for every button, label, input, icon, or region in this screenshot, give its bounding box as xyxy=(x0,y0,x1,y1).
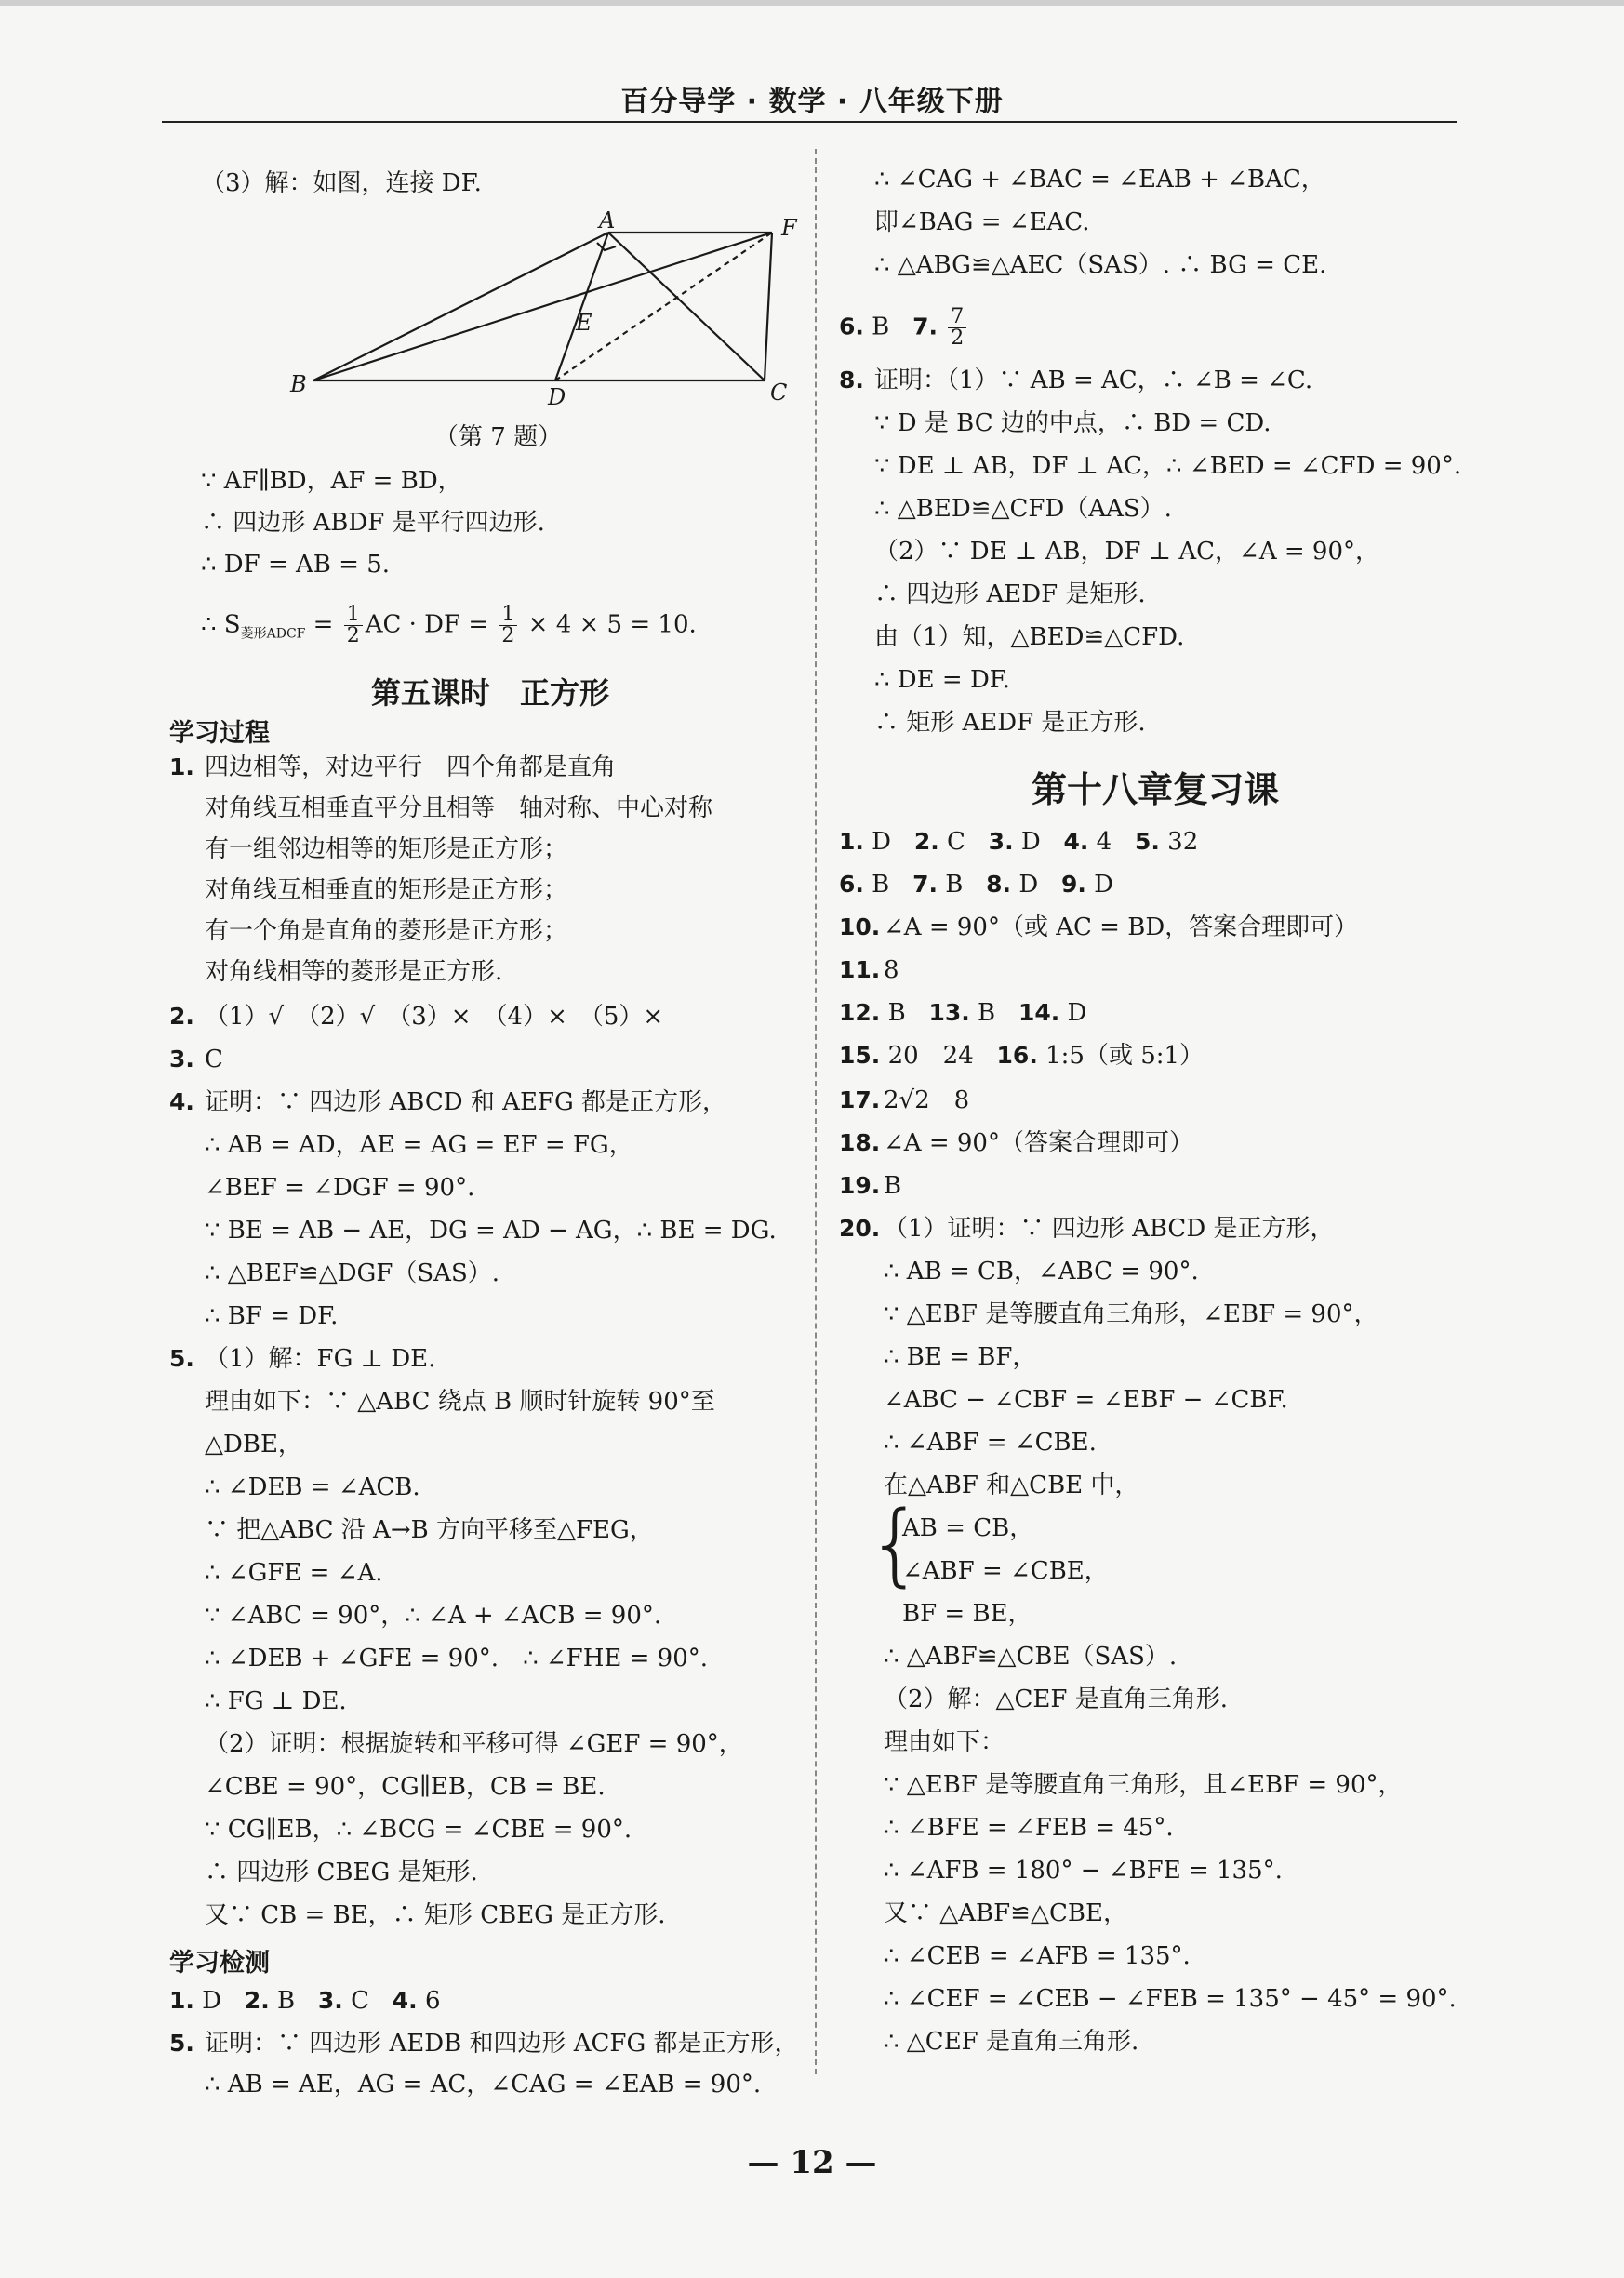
answer: B xyxy=(277,1987,296,2015)
line: ∴ AB = AD，AE = AG = EF = FG， xyxy=(205,1131,633,1159)
item-number: 17. xyxy=(839,1086,881,1113)
answer: C xyxy=(938,828,989,856)
line: 又∵ △ABF≌△CBE， xyxy=(884,1899,1127,1927)
item-number: 20. xyxy=(839,1215,881,1242)
answer: D xyxy=(863,828,914,856)
line: ∴ ∠CEF = ∠CEB − ∠FEB = 135° − 45° = 90°. xyxy=(884,1985,1457,2013)
line: 在△ABF 和△CBE 中， xyxy=(884,1472,1139,1499)
line: ∴ DE = DF. xyxy=(874,666,1011,694)
area-formula xyxy=(201,605,697,650)
answer: B xyxy=(887,999,906,1027)
line: ∴ △ABG≌△AEC（SAS）. ∴ BG = CE. xyxy=(874,251,1327,279)
item-number: 8. xyxy=(839,366,864,393)
item-number: 7. xyxy=(912,871,938,898)
item-number: 3. xyxy=(169,1046,194,1072)
line: 证明：∵ 四边形 ABCD 和 AEFG 都是正方形， xyxy=(205,1088,726,1116)
section-heading: 学习检测 xyxy=(169,1949,270,1978)
line: ∴ ∠GFE = ∠A. xyxy=(205,1559,383,1587)
system-brace: { xyxy=(867,1492,925,1596)
item-number: 16. xyxy=(996,1042,1038,1069)
answer: B xyxy=(872,313,890,341)
top-border xyxy=(0,0,1624,6)
label-d: D xyxy=(548,384,566,410)
line: 四边相等，对边平行 四个角都是直角 xyxy=(205,753,617,781)
chapter-title: 第十八章复习课 xyxy=(1031,768,1279,810)
answer: 4 xyxy=(1088,828,1135,856)
item-number: 14. xyxy=(1018,999,1060,1026)
item-number: 3. xyxy=(988,828,1014,855)
item-number: 1. xyxy=(169,753,194,780)
line: ∴ ∠BFE = ∠FEB = 45°. xyxy=(884,1814,1174,1842)
item-number: 2. xyxy=(244,1987,270,2014)
line: ∴ 矩形 AEDF 是正方形. xyxy=(874,709,1146,737)
item-number: 2. xyxy=(169,1003,194,1030)
line: 对角线互相垂直的矩形是正方形； xyxy=(205,876,568,904)
line: ∵ 把△ABC 沿 A→B 方向平移至△FEG， xyxy=(205,1516,654,1544)
figure-line-ac xyxy=(608,233,765,380)
figure-line-bf xyxy=(313,233,772,380)
answer: D xyxy=(1011,871,1061,899)
line: ∠A = 90°（或 AC = BD，答案合理即可） xyxy=(884,913,1359,941)
line: ∴ ∠CEB = ∠AFB = 135°. xyxy=(884,1942,1191,1970)
item-number: 5. xyxy=(169,2030,194,2057)
line: ∵ ∠ABC = 90°，∴ ∠A + ∠ACB = 90°. xyxy=(205,1602,662,1630)
numerator: 1 xyxy=(344,605,363,626)
numerator: 1 xyxy=(499,605,517,626)
line: △DBE， xyxy=(205,1431,302,1459)
text: = xyxy=(305,610,341,639)
item-number: 18. xyxy=(839,1129,881,1156)
line: 有一个角是直角的菱形是正方形； xyxy=(205,917,568,945)
line: （1）解：FG ⊥ DE. xyxy=(205,1345,436,1373)
item-number: 11. xyxy=(839,956,881,983)
line: ∴ ∠DEB + ∠GFE = 90°. ∴ ∠FHE = 90°. xyxy=(205,1645,709,1672)
line: 8 xyxy=(884,956,899,984)
item-number: 8. xyxy=(986,871,1012,898)
line: ∠ABC − ∠CBF = ∠EBF − ∠CBF. xyxy=(884,1386,1288,1414)
item-number: 4. xyxy=(169,1088,194,1115)
line: 又∵ CB = BE，∴ 矩形 CBEG 是正方形. xyxy=(205,1901,666,1929)
section-heading: 学习过程 xyxy=(169,719,270,748)
label-f: F xyxy=(781,215,797,241)
item-number: 2. xyxy=(913,828,939,855)
answer: 6 xyxy=(424,1987,441,2015)
equation: ∠ABF = ∠CBE， xyxy=(902,1557,1109,1585)
item-number: 5. xyxy=(169,1345,194,1372)
line: 理由如下： xyxy=(884,1728,1005,1756)
item-number: 3. xyxy=(317,1987,343,2014)
line: （1）证明：∵ 四边形 ABCD 是正方形， xyxy=(884,1215,1335,1243)
line: ∴ FG ⊥ DE. xyxy=(205,1687,347,1715)
item-number: 7. xyxy=(912,313,938,340)
figure-line-df-dashed xyxy=(555,233,772,380)
line: 由（1）知，△BED≌△CFD. xyxy=(874,623,1185,651)
fraction xyxy=(344,605,363,646)
line: ∵ △EBF 是等腰直角三角形，且∠EBF = 90°， xyxy=(884,1771,1403,1799)
line: ∴ △ABF≌△CBE（SAS）. xyxy=(884,1643,1178,1671)
line: ∴ ∠ABF = ∠CBE. xyxy=(884,1429,1097,1457)
line: ∵ BE = AB − AE，DG = AD − AG，∴ BE = DG. xyxy=(205,1217,777,1245)
text: AC · DF = xyxy=(365,610,497,639)
figure-line-fc xyxy=(765,233,772,380)
line: ∴ △CEF 是直角三角形. xyxy=(884,2028,1139,2056)
q7-part3: （3）解：如图，连接 DF. xyxy=(201,169,482,197)
column-divider xyxy=(815,149,817,2074)
item-number: 10. xyxy=(839,913,881,940)
line: ∵ DE ⊥ AB，DF ⊥ AC，∴ ∠BED = ∠CFD = 90°. xyxy=(874,452,1462,480)
answer-row xyxy=(169,1985,441,2017)
line: （2）证明：根据旋转和平移可得 ∠GEF = 90°， xyxy=(205,1730,743,1758)
line: 证明：∵ 四边形 AEDB 和四边形 ACFG 都是正方形， xyxy=(205,2030,799,2058)
label-a: A xyxy=(599,209,616,233)
line: ∴ △BED≌△CFD（AAS）. xyxy=(874,495,1172,523)
line: ∴ BF = DF. xyxy=(205,1302,339,1330)
line: ∠BEF = ∠DGF = 90°. xyxy=(205,1174,475,1202)
answer-row xyxy=(839,997,1086,1029)
equation: AB = CB， xyxy=(902,1514,1034,1542)
line: 即∠BAG = ∠EAC. xyxy=(874,208,1090,236)
item-number: 12. xyxy=(839,999,881,1026)
answer: 32 xyxy=(1159,828,1199,856)
answer: B xyxy=(863,871,913,899)
numerator: 7 xyxy=(948,307,966,328)
answer: 20 24 xyxy=(887,1042,974,1070)
answer-row xyxy=(839,307,969,349)
answer: C xyxy=(351,1987,369,2015)
subscript: 菱形ADCF xyxy=(240,626,306,642)
line: ∴ △BEF≌△DGF（SAS）. xyxy=(205,1259,500,1287)
answer: D xyxy=(1085,871,1113,899)
header-title: 百分导学 · 数学 · 八年级下册 xyxy=(620,86,1004,118)
item-number: 15. xyxy=(839,1042,881,1069)
line: 对角线互相垂直平分且相等 轴对称、中心对称 xyxy=(205,794,713,822)
line: ∴ ∠CAG + ∠BAC = ∠EAB + ∠BAC， xyxy=(874,166,1325,193)
answer: D xyxy=(1013,828,1064,856)
item-number: 13. xyxy=(928,999,970,1026)
line: 有一组邻边相等的矩形是正方形； xyxy=(205,835,568,863)
line: ∵ △EBF 是等腰直角三角形，∠EBF = 90°， xyxy=(884,1300,1378,1328)
item-number: 5. xyxy=(1135,828,1160,855)
item-number: 1. xyxy=(169,1987,194,2014)
line: ∠A = 90°（答案合理即可） xyxy=(884,1129,1193,1157)
line: （2）∵ DE ⊥ AB，DF ⊥ AC，∠A = 90°， xyxy=(874,538,1379,566)
line: ∴ ∠AFB = 180° − ∠BFE = 135°. xyxy=(884,1857,1283,1885)
line: B xyxy=(884,1172,902,1200)
equation: BF = BE， xyxy=(902,1600,1032,1628)
item-number: 1. xyxy=(839,828,864,855)
line: 证明：（1）∵ AB = AC，∴ ∠B = ∠C. xyxy=(874,366,1313,394)
line: ∵ D 是 BC 边的中点，∴ BD = CD. xyxy=(874,409,1271,437)
text: ∴ S xyxy=(201,610,241,639)
label-b: B xyxy=(290,371,307,397)
answer-row xyxy=(839,1040,1204,1072)
line: C xyxy=(205,1046,223,1073)
line: 2√2 8 xyxy=(884,1086,970,1114)
fraction xyxy=(499,605,517,646)
denominator: 2 xyxy=(346,624,360,647)
answer-row xyxy=(839,869,1113,900)
denominator: 2 xyxy=(951,326,965,350)
answer-row xyxy=(839,826,1198,858)
line: （1）√ （2）√ （3）× （4）× （5）× xyxy=(205,1003,664,1031)
line: 理由如下：∵ △ABC 绕点 B 顺时针旋转 90°至 xyxy=(205,1388,715,1416)
line: （2）解：△CEF 是直角三角形. xyxy=(884,1685,1228,1713)
right-angle-mark xyxy=(597,243,616,250)
answer: 1:5（或 5:1） xyxy=(1045,1042,1205,1070)
line: ∴ 四边形 ABDF 是平行四边形. xyxy=(201,509,545,537)
line: ∴ AB = CB，∠ABC = 90°. xyxy=(884,1258,1199,1286)
line: ∴ 四边形 AEDF 是矩形. xyxy=(874,580,1146,608)
figure-caption: （第 7 题） xyxy=(434,423,563,451)
line: ∵ AF∥BD，AF = BD， xyxy=(201,467,462,495)
item-number: 9. xyxy=(1060,871,1086,898)
line: ∴ AB = AE，AG = AC，∠CAG = ∠EAB = 90°. xyxy=(205,2071,762,2098)
answer: D xyxy=(202,1987,222,2015)
item-number: 4. xyxy=(392,1987,418,2014)
denominator: 2 xyxy=(501,624,515,647)
lesson-title: 第五课时 正方形 xyxy=(370,675,609,711)
line: ∴ ∠DEB = ∠ACB. xyxy=(205,1473,420,1501)
line: ∴ 四边形 CBEG 是矩形. xyxy=(205,1858,478,1886)
label-c: C xyxy=(770,380,788,406)
answer: B xyxy=(937,871,987,899)
page-number: — 12 — xyxy=(747,2144,877,2181)
geometry-figure xyxy=(272,209,876,414)
line: ∵ CG∥EB，∴ ∠BCG = ∠CBE = 90°. xyxy=(205,1816,632,1844)
line: 对角线相等的菱形是正方形. xyxy=(205,958,503,986)
item-number: 4. xyxy=(1063,828,1089,855)
label-e: E xyxy=(576,310,592,336)
line: ∴ BE = BF， xyxy=(884,1343,1037,1371)
line: ∴ DF = AB = 5. xyxy=(201,551,391,579)
answer: D xyxy=(1067,999,1087,1027)
line: ∠CBE = 90°，CG∥EB，CB = BE. xyxy=(205,1773,606,1801)
fraction xyxy=(948,307,966,349)
item-number: 6. xyxy=(839,313,864,340)
item-number: 19. xyxy=(839,1172,881,1199)
header-rule xyxy=(162,121,1457,123)
text: × 4 × 5 = 10. xyxy=(520,610,697,639)
item-number: 6. xyxy=(839,871,864,898)
answer: B xyxy=(978,999,996,1027)
